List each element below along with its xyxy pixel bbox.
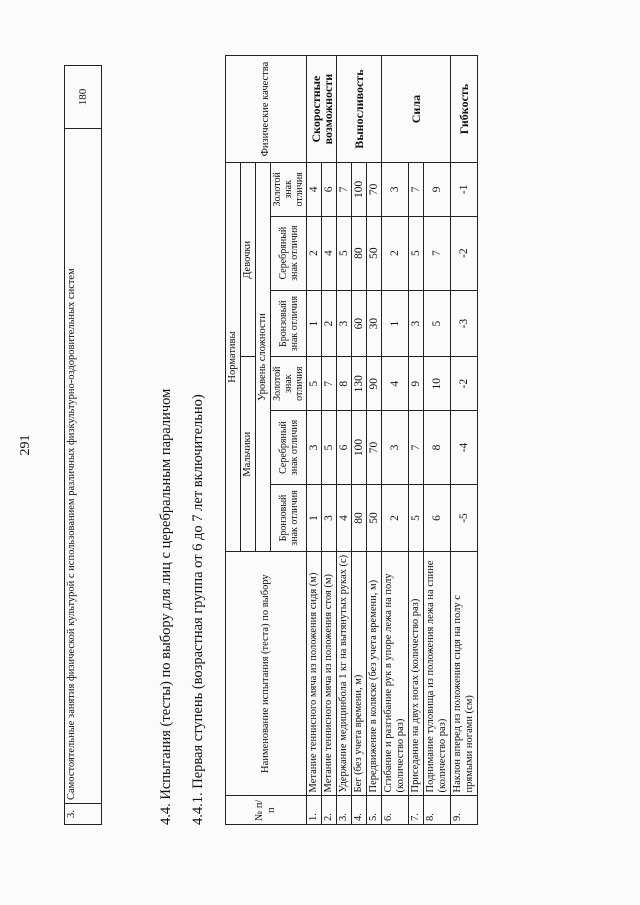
girls-silver: 2 bbox=[382, 216, 409, 290]
boys-gold: 10 bbox=[424, 357, 451, 410]
girls-gold: -1 bbox=[451, 163, 478, 216]
boys-bronze: 80 bbox=[352, 485, 367, 552]
girls-gold: 3 bbox=[382, 163, 409, 216]
girls-bronze: 1 bbox=[382, 290, 409, 357]
level-bronze: Бронзовый знак отличия bbox=[271, 485, 307, 552]
girls-silver: 5 bbox=[337, 216, 352, 290]
header-test-name: Наименование испытания (теста) по выбору bbox=[226, 551, 307, 796]
boys-bronze: 6 bbox=[424, 485, 451, 552]
girls-gold: 6 bbox=[322, 163, 337, 216]
girls-bronze: 5 bbox=[424, 290, 451, 357]
girls-bronze: 30 bbox=[367, 290, 382, 357]
boys-gold: 5 bbox=[307, 357, 322, 410]
girls-silver: 80 bbox=[352, 216, 367, 290]
girls-bronze: -3 bbox=[451, 290, 478, 357]
girls-bronze: 2 bbox=[322, 290, 337, 357]
table-row bbox=[367, 56, 382, 825]
boys-bronze: 1 bbox=[307, 485, 322, 552]
row-text: Самостоятельные занятия физической культурой с использованием различных физкультурно-оздоровительных систем bbox=[65, 129, 102, 804]
table-row bbox=[424, 56, 451, 825]
header-boys: Мальчики bbox=[241, 357, 256, 551]
header-row bbox=[226, 56, 241, 825]
boys-silver: 3 bbox=[307, 410, 322, 484]
page-number: 291 bbox=[18, 434, 33, 456]
test-name: Метание теннисного мяча из положения сидя (м) bbox=[307, 551, 322, 796]
header-number: № п/п bbox=[226, 796, 307, 825]
row-number: 6. bbox=[382, 796, 409, 825]
level-gold: Золотой знак отличия bbox=[271, 357, 307, 410]
level-silver: Серебряный знак отличия bbox=[271, 216, 307, 290]
girls-gold: 7 bbox=[337, 163, 352, 216]
boys-gold: 130 bbox=[352, 357, 367, 410]
table-row bbox=[322, 56, 337, 825]
row-number: 5. bbox=[367, 796, 382, 825]
girls-silver: 7 bbox=[424, 216, 451, 290]
header-difficulty: Уровень сложности bbox=[256, 163, 271, 552]
girls-silver: 4 bbox=[322, 216, 337, 290]
level-silver: Серебряный знак отличия bbox=[271, 410, 307, 484]
row-number: 3. bbox=[337, 796, 352, 825]
header-norms: Нормативы bbox=[226, 163, 241, 552]
table-row bbox=[352, 56, 367, 825]
test-name: Бег (без учета времени, м) bbox=[352, 551, 367, 796]
table-row bbox=[409, 56, 424, 825]
test-name: Поднимание туловища из положения лежа на спине (количество раз) bbox=[424, 551, 451, 796]
boys-bronze: 50 bbox=[367, 485, 382, 552]
girls-silver: 50 bbox=[367, 216, 382, 290]
boys-silver: -4 bbox=[451, 410, 478, 484]
table-row bbox=[382, 56, 409, 825]
quality-endurance: Выносливость bbox=[337, 56, 382, 163]
quality-speed: Скоростные возможности bbox=[307, 56, 337, 163]
header-physical-qualities: Физические качества bbox=[226, 56, 307, 163]
girls-gold: 4 bbox=[307, 163, 322, 216]
header-girls: Девочки bbox=[241, 163, 256, 357]
boys-bronze: 2 bbox=[382, 485, 409, 552]
test-name: Передвижение в коляске (без учета времени, м) bbox=[367, 551, 382, 796]
boys-gold: 8 bbox=[337, 357, 352, 410]
girls-gold: 9 bbox=[424, 163, 451, 216]
test-name: Приседание на двух ногах (количество раз) bbox=[409, 551, 424, 796]
test-name: Метание теннисного мяча из положения стоя (м) bbox=[322, 551, 337, 796]
girls-silver: -2 bbox=[451, 216, 478, 290]
row-value: 180 bbox=[65, 66, 102, 129]
section-heading: 4.4. Испытания (тесты) по выбору для лиц с церебральным параличом bbox=[158, 388, 174, 825]
boys-bronze: 4 bbox=[337, 485, 352, 552]
boys-silver: 5 bbox=[322, 410, 337, 484]
boys-silver: 70 bbox=[367, 410, 382, 484]
girls-gold: 100 bbox=[352, 163, 367, 216]
boys-gold: 90 bbox=[367, 357, 382, 410]
boys-gold: 7 bbox=[322, 357, 337, 410]
boys-bronze: 5 bbox=[409, 485, 424, 552]
level-gold: Золотой знак отличия bbox=[271, 163, 307, 216]
girls-gold: 70 bbox=[367, 163, 382, 216]
row-number: 9. bbox=[451, 796, 478, 825]
row-number: 8. bbox=[424, 796, 451, 825]
girls-bronze: 3 bbox=[337, 290, 352, 357]
table-row bbox=[337, 56, 352, 825]
boys-bronze: 3 bbox=[322, 485, 337, 552]
girls-gold: 7 bbox=[409, 163, 424, 216]
row-number: 1. bbox=[307, 796, 322, 825]
boys-bronze: -5 bbox=[451, 485, 478, 552]
girls-bronze: 1 bbox=[307, 290, 322, 357]
girls-bronze: 3 bbox=[409, 290, 424, 357]
row-number: 2. bbox=[322, 796, 337, 825]
subsection-heading: 4.4.1. Первая ступень (возрастная группа от 6 до 7 лет включительно) bbox=[190, 394, 206, 825]
boys-gold: -2 bbox=[451, 357, 478, 410]
test-name: Наклон вперед из положения сидя на полу с прямыми ногами (см) bbox=[451, 551, 478, 796]
quality-flexibility: Гибкость bbox=[451, 56, 478, 163]
test-name: Удержание медицинбола 1 кг на вытянутых руках (с) bbox=[337, 551, 352, 796]
table-row bbox=[65, 66, 102, 825]
norms-table bbox=[225, 55, 478, 825]
boys-silver: 7 bbox=[409, 410, 424, 484]
table-row bbox=[451, 56, 478, 825]
row-number: 4. bbox=[352, 796, 367, 825]
boys-silver: 3 bbox=[382, 410, 409, 484]
girls-silver: 5 bbox=[409, 216, 424, 290]
boys-silver: 100 bbox=[352, 410, 367, 484]
girls-silver: 2 bbox=[307, 216, 322, 290]
boys-gold: 9 bbox=[409, 357, 424, 410]
level-bronze: Бронзовый знак отличия bbox=[271, 290, 307, 357]
test-name: Сгибание и разгибание рук в упоре лежа на полу (количество раз) bbox=[382, 551, 409, 796]
top-table bbox=[64, 65, 102, 825]
row-number: 7. bbox=[409, 796, 424, 825]
girls-bronze: 60 bbox=[352, 290, 367, 357]
table-row bbox=[307, 56, 322, 825]
quality-strength: Сила bbox=[382, 56, 451, 163]
boys-silver: 6 bbox=[337, 410, 352, 484]
boys-gold: 4 bbox=[382, 357, 409, 410]
row-number: 3. bbox=[65, 804, 102, 825]
boys-silver: 8 bbox=[424, 410, 451, 484]
